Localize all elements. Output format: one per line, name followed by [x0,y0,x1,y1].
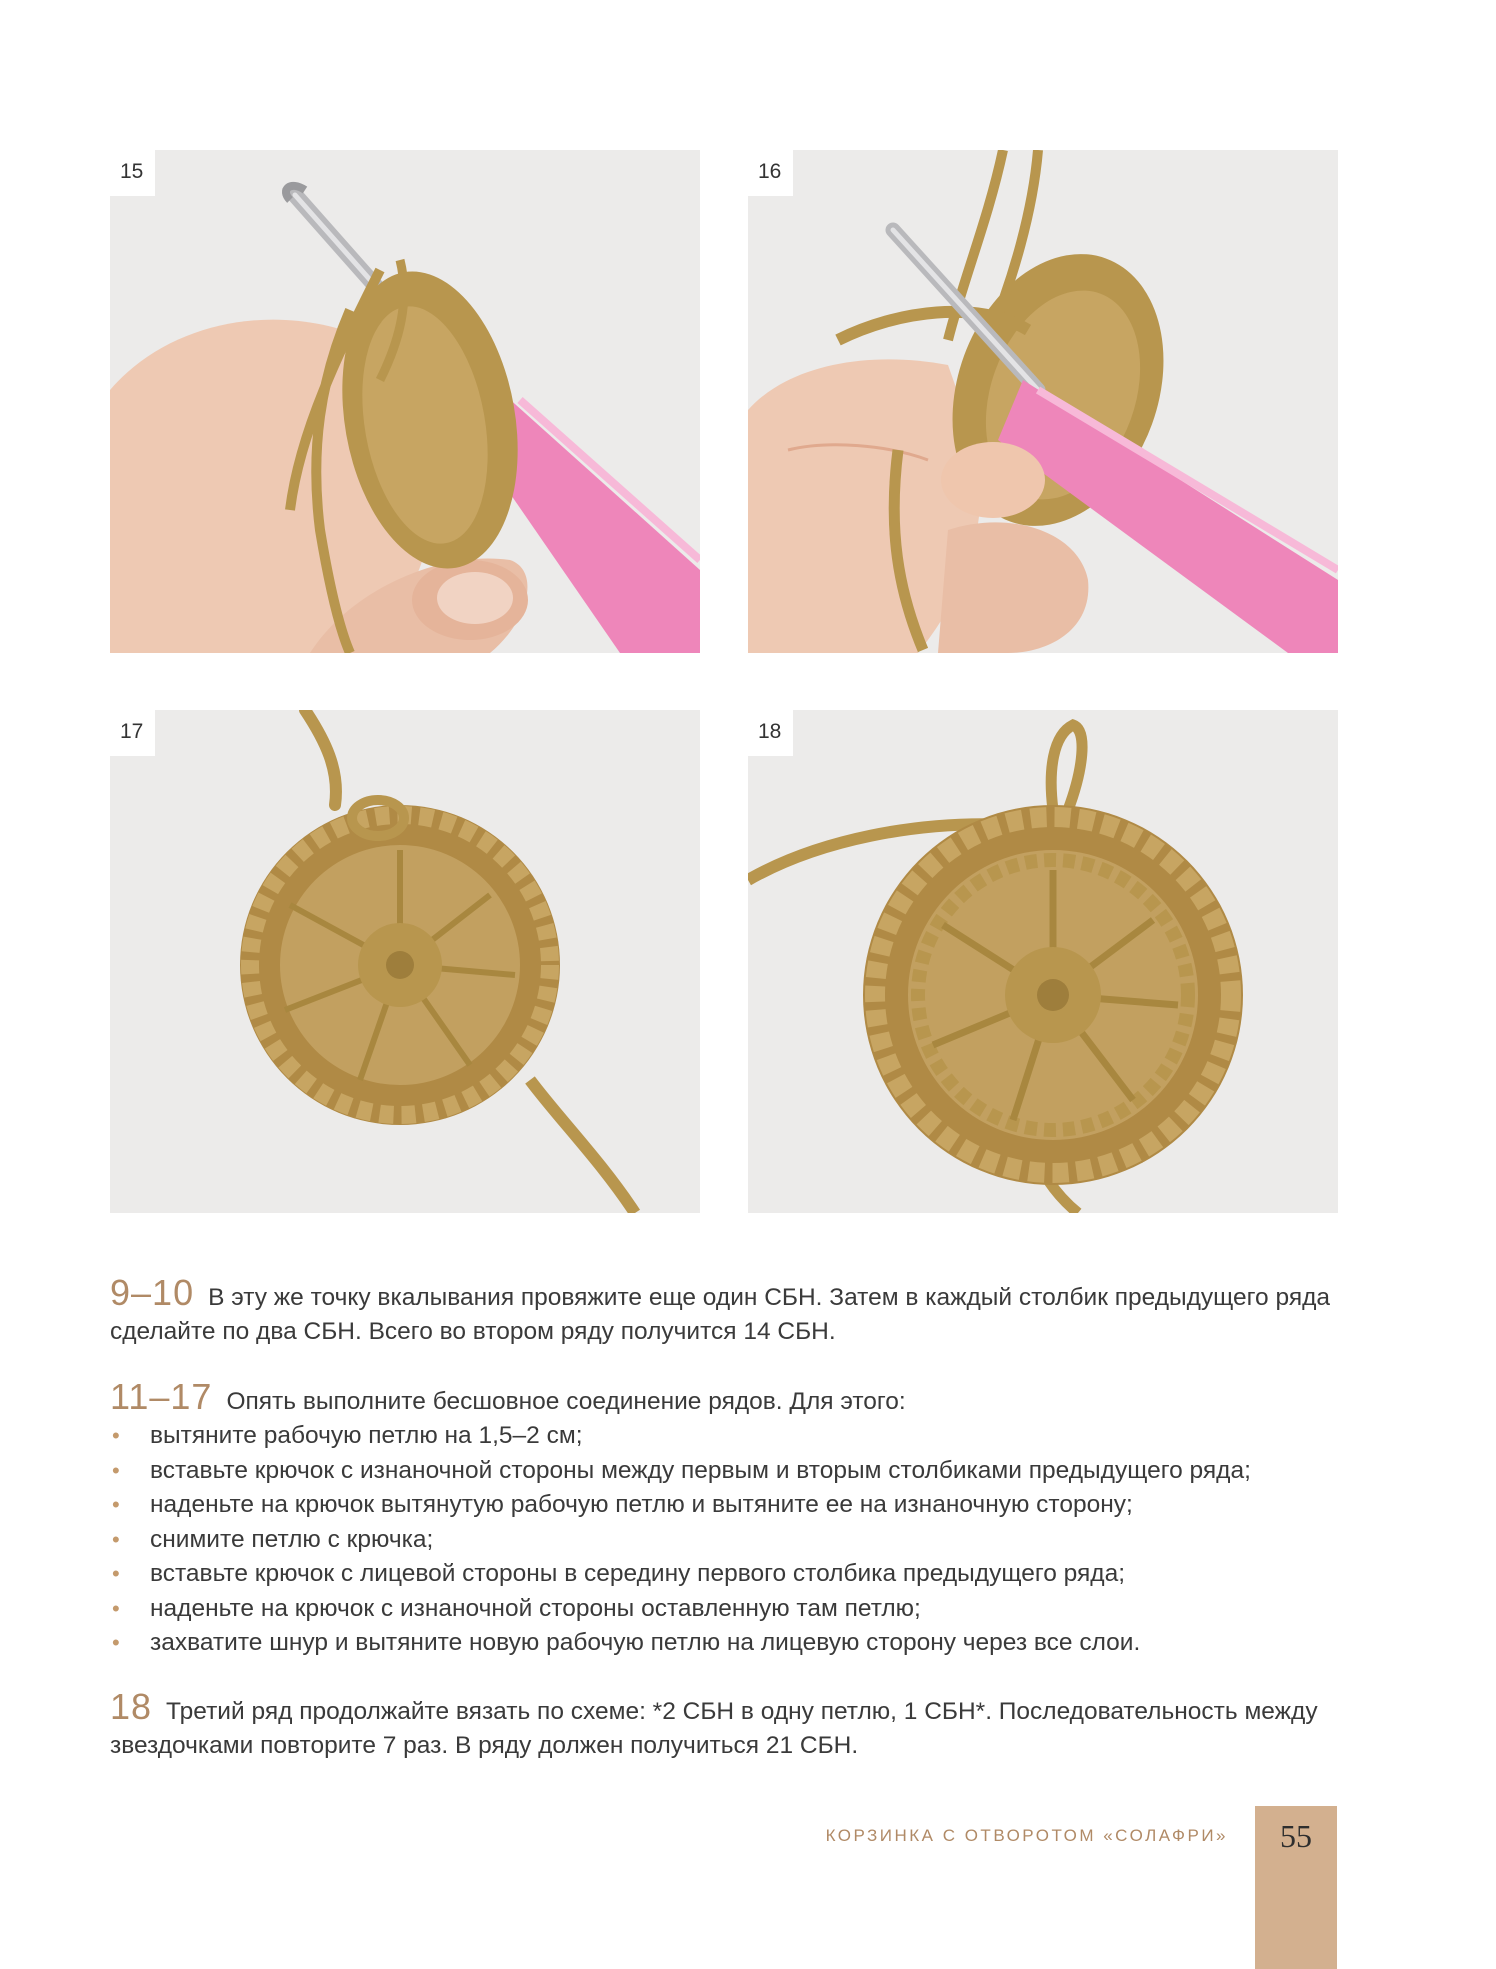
photo-step-18 [748,710,1338,1213]
photo-16-illustration [748,150,1338,653]
list-item [110,1454,1340,1489]
step-9-10 [110,1272,1340,1349]
page-number: 55 [1280,1818,1312,1854]
step-text: В эту же точку вкалывания провяжите еще один СБН. Затем в каждый столбик предыдущего ряда сделайте по два СБН. Всего во втором ряду получится 14 СБН. [110,1284,1331,1345]
bullet-icon: • [112,1630,120,1655]
page-number-tab [1255,1806,1337,1969]
step-intro [110,1376,1340,1419]
list-item-text: захватите шнур и вытяните новую рабочую петлю на лицевую сторону через все слои. [150,1629,1141,1656]
photo-number: 18 [748,710,793,756]
list-item-text: снимите петлю с крючка; [150,1525,434,1553]
photo-15-illustration [110,150,700,653]
photo-number: 16 [748,150,793,196]
photo-step-15 [110,150,700,653]
step-11-17 [110,1376,1340,1661]
photo-17-illustration [110,710,700,1213]
photo-number: 17 [110,710,155,756]
step-18 [110,1686,1340,1763]
list-item-text: наденьте на крючок вытянутую рабочую петлю и вытяните ее на изнаночную сторону; [150,1491,1133,1518]
bullet-icon: • [112,1492,120,1517]
bullet-icon: • [112,1457,120,1483]
list-item-text: вставьте крючок с изнаночной стороны между первым и вторым столбиками предыдущего ряда; [150,1456,1251,1484]
photo-step-16 [748,150,1338,653]
bullet-icon: • [112,1423,120,1448]
list-item [110,1523,1340,1558]
list-item [110,1626,1340,1661]
step-number: 9–10 [110,1272,195,1313]
photo-number: 15 [110,150,155,196]
photo-step-17 [110,710,700,1213]
photo-18-illustration [748,710,1338,1213]
list-item-text: вставьте крючок с лицевой стороны в середину первого столбика предыдущего ряда; [150,1560,1125,1587]
running-footer-title: КОРЗИНКА С ОТВОРОТОМ «СОЛАФРИ» [825,1826,1228,1845]
list-item [110,1557,1340,1592]
list-item-text: наденьте на крючок с изнаночной стороны оставленную там петлю; [150,1594,921,1622]
list-item [110,1592,1340,1627]
step-number: 18 [110,1686,153,1727]
bullet-icon: • [112,1595,120,1621]
list-item [110,1488,1340,1523]
step-number: 11–17 [110,1376,213,1417]
list-item [110,1419,1340,1454]
bullet-icon: • [112,1526,120,1552]
step-bullet-list [110,1419,1340,1661]
step-text: Опять выполните бесшовное соединение рядов. Для этого: [226,1388,906,1415]
bullet-icon: • [112,1561,120,1586]
step-text: Третий ряд продолжайте вязать по схеме: *2 СБН в одну петлю, 1 СБН*. Последовательность между звездочками повторите 7 раз. В ряду должен получиться 21 СБН. [110,1698,1318,1759]
list-item-text: вытяните рабочую петлю на 1,5–2 см; [150,1422,583,1449]
